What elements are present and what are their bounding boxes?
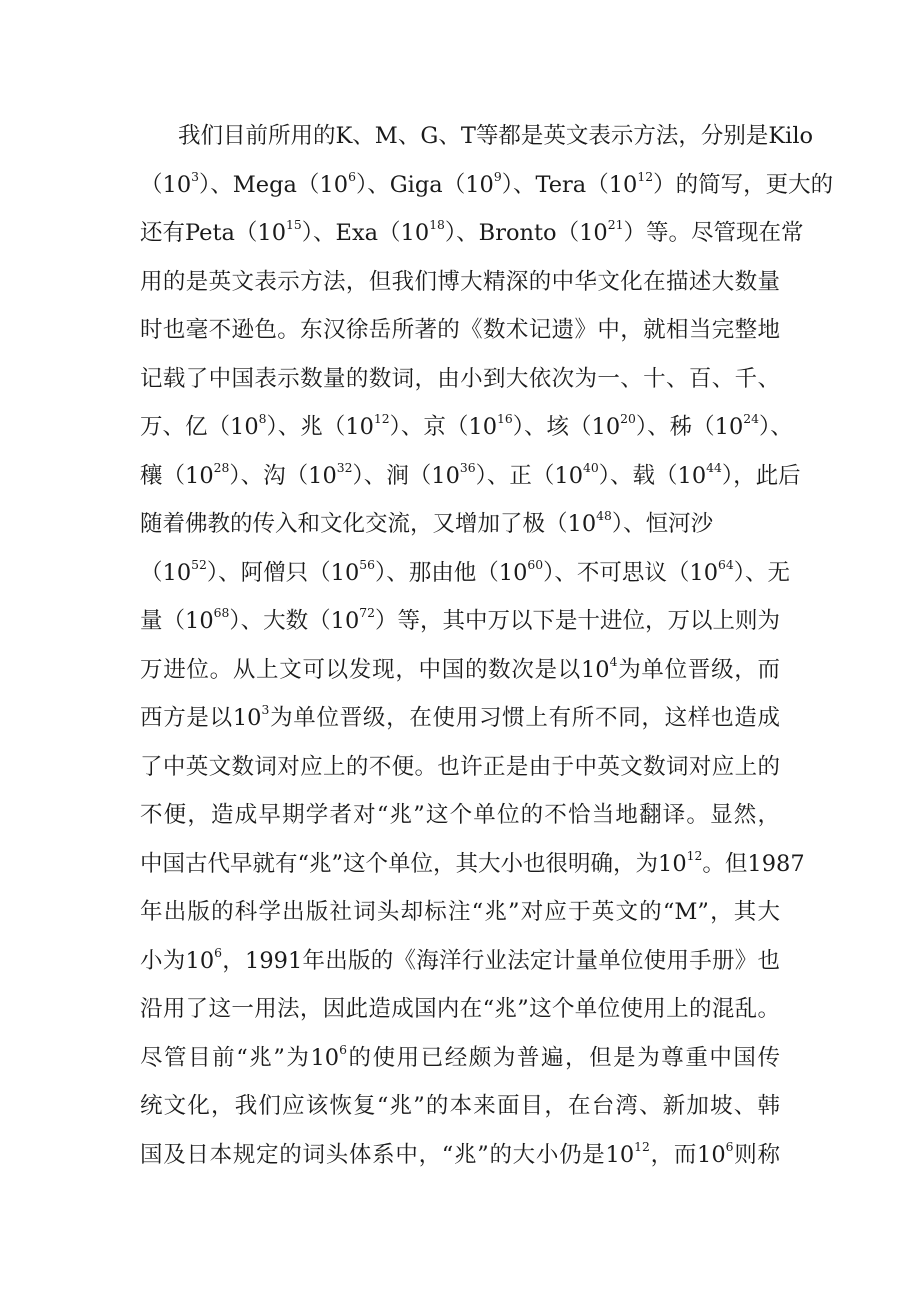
text-line: 年出版的科学出版社词头却标注“兆”对应于英文的“M”，其大	[140, 899, 780, 925]
text-line: 还有$Peta(10^{15})$、$Exa(10^{18})$、$Bronto(10^{21})$等。尽管现在常	[140, 217, 804, 246]
text-line: 我们目前所用的K、M、G、T等都是英文表示方法，分别是Kilo	[178, 123, 814, 149]
text-line: $(10^{52})$、阿僧只$(10^{56})$、那由他$(10^{60})$、不可思议$(10^{64})$、无	[140, 557, 791, 586]
text-line: 穰$(10^{28})$、沟$(10^{32})$、涧$(10^{36})$、正$(10^{40})$、载$(10^{44})$，此后	[140, 460, 801, 489]
text-line: 随着佛教的传入和文化交流，又增加了极$(10^{48})$、恒河沙	[140, 508, 714, 537]
text-line: 量$(10^{68})$、大数$(10^{72})$等，其中万以下是十进位，万以上则为	[140, 605, 781, 634]
text-line: 中国古代早就有“兆”这个单位，其大小也很明确，为$10^{12}$。但1987	[140, 848, 805, 877]
text-line: 统文化，我们应该恢复“兆”的本来面目，在台湾、新加坡、韩	[140, 1093, 780, 1119]
text-line: 尽管目前“兆”为$10^6$的使用已经颇为普遍，但是为尊重中国传	[140, 1042, 780, 1071]
text-line: 用的是英文表示方法，但我们博大精深的中华文化在描述大数量	[140, 268, 780, 295]
text-line: 小为$10^6$，1991年出版的《海洋行业法定计量单位使用手册》也	[140, 945, 780, 974]
text-line: 国及日本规定的词头体系中，“兆”的大小仍是$10^{12}$，而$10^6$则称	[140, 1139, 780, 1168]
text-line: 时也毫不逊色。东汉徐岳所著的《数术记遗》中，就相当完整地	[140, 317, 780, 343]
text-line: 不便，造成早期学者对“兆”这个单位的不恰当地翻译。显然，	[140, 802, 780, 828]
text-line: 万、亿$(10^8)$、兆$(10^{12})$、京$(10^{16})$、垓$(10^{20})$、秭$(10^{24})$、	[140, 411, 793, 440]
text-line: 了中英文数词对应上的不便。也许正是由于中英文数词对应上的	[140, 753, 780, 780]
text-line: 西方是以$10^3$为单位晋级，在使用习惯上有所不同，这样也造成	[140, 702, 780, 731]
text-line: 沿用了这一用法，因此造成国内在“兆”这个单位使用上的混乱。	[140, 996, 780, 1022]
text-line: 记载了中国表示数量的数词，由小到大依次为一、十、百、千、	[140, 365, 780, 392]
text-line: $(10^3)$、$Mega(10^6)$、$Giga(10^9)$、$Tera(10^{12})$的简写，更大的	[140, 169, 834, 198]
document-body	[140, 112, 834, 1179]
text-line: 万进位。从上文可以发现，中国的数次是以$10^4$为单位晋级，而	[140, 654, 780, 683]
